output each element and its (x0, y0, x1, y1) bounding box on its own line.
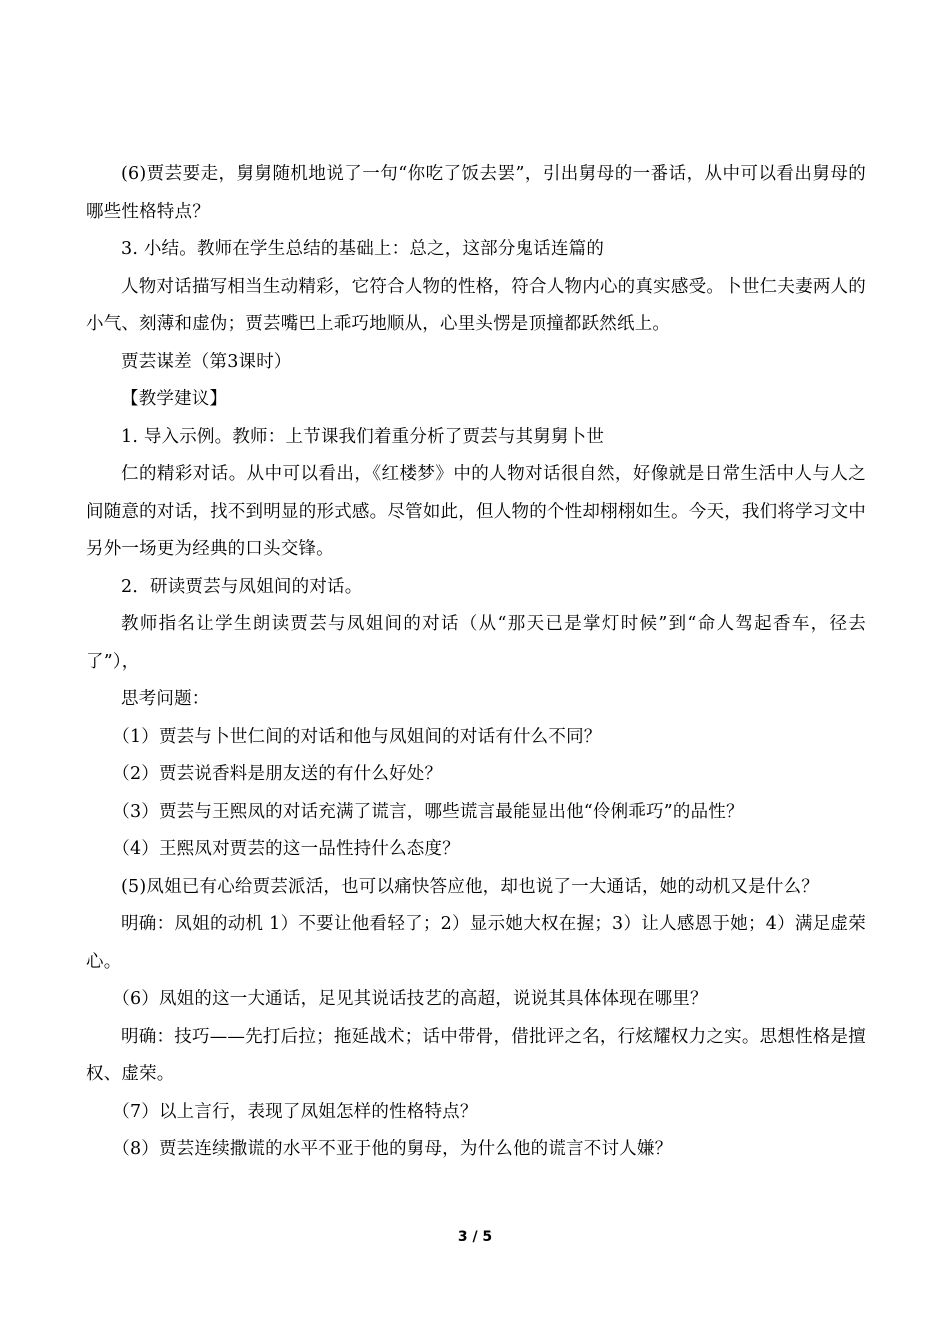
paragraph-6-question: (6)贾芸要走，舅舅随机地说了一句“你吃了饭去罢”，引出舅母的一番话，从中可以看出舅母的哪些性格特点？ (86, 164, 866, 222)
document-body (86, 156, 866, 1169)
paragraph-study-heading: 2．研读贾芸与凤姐间的对话。 (121, 576, 363, 597)
paragraph-questions-label: 思考问题： (121, 689, 210, 709)
paragraph-intro-heading: 1. 导入示例。教师：上节课我们着重分析了贾芸与其舅舅卜世 (121, 426, 605, 447)
answer-6: 明确：技巧——先打后拉；拖延战术；话中带骨，借批评之名，行炫耀权力之实。思想性格是擅权、虚荣。 (86, 1026, 866, 1084)
question-3: （3）贾芸与王熙凤的对话充满了谎言，哪些谎言最能显出他“伶俐乖巧”的品性？ (112, 801, 744, 822)
paragraph-reading-instruction: 教师指名让学生朗读贾芸与凤姐间的对话（从“那天已是掌灯时候”到“命人驾起香车，径去了”）， (86, 614, 866, 672)
section-heading-teaching-advice: 【教学建议】 (121, 389, 228, 409)
question-4: （4）王熙凤对贾芸的这一品性持什么态度？ (112, 839, 460, 859)
question-6: （6）凤姐的这一大通话，足见其说话技艺的高超，说说其具体体现在哪里？ (112, 989, 708, 1009)
question-1: （1）贾芸与卜世仁间的对话和他与凤姐间的对话有什么不同？ (112, 726, 602, 747)
question-5: (5)凤姐已有心给贾芸派活，也可以痛快答应他，却也说了一大通话，她的动机又是什么？ (121, 876, 819, 897)
question-7: （7）以上言行，表现了凤姐怎样的性格特点？ (112, 1101, 478, 1122)
paragraph-summary-body: 人物对话描写相当生动精彩，它符合人物的性格，符合人物内心的真实感受。卜世仁夫妻两人的小气、刻薄和虚伪；贾芸嘴巴上乖巧地顺从，心里头愣是顶撞都跃然纸上。 (86, 276, 866, 334)
lesson-title: 贾芸谋差（第3课时） (121, 351, 292, 372)
paragraph-intro-body: 仁的精彩对话。从中可以看出，《红楼梦》中的人物对话很自然，好像就是日常生活中人与人之间随意的对话，找不到明显的形式感。尽管如此，但人物的个性却栩栩如生。今天，我们将学习文中另外一场更为经典的口头交锋。 (86, 464, 866, 559)
answer-5: 明确：凤姐的动机 1）不要让他看轻了；2）显示她大权在握；3）让人感恩于她；4）满足虚荣心。 (86, 914, 866, 972)
question-2: （2）贾芸说香料是朋友送的有什么好处？ (112, 764, 443, 784)
page-number: 3 / 5 (457, 1229, 493, 1245)
question-8: （8）贾芸连续撒谎的水平不亚于他的舅母，为什么他的谎言不讨人嫌？ (112, 1139, 673, 1159)
paragraph-summary-heading: 3. 小结。教师在学生总结的基础上：总之，这部分鬼话连篇的 (121, 239, 605, 259)
